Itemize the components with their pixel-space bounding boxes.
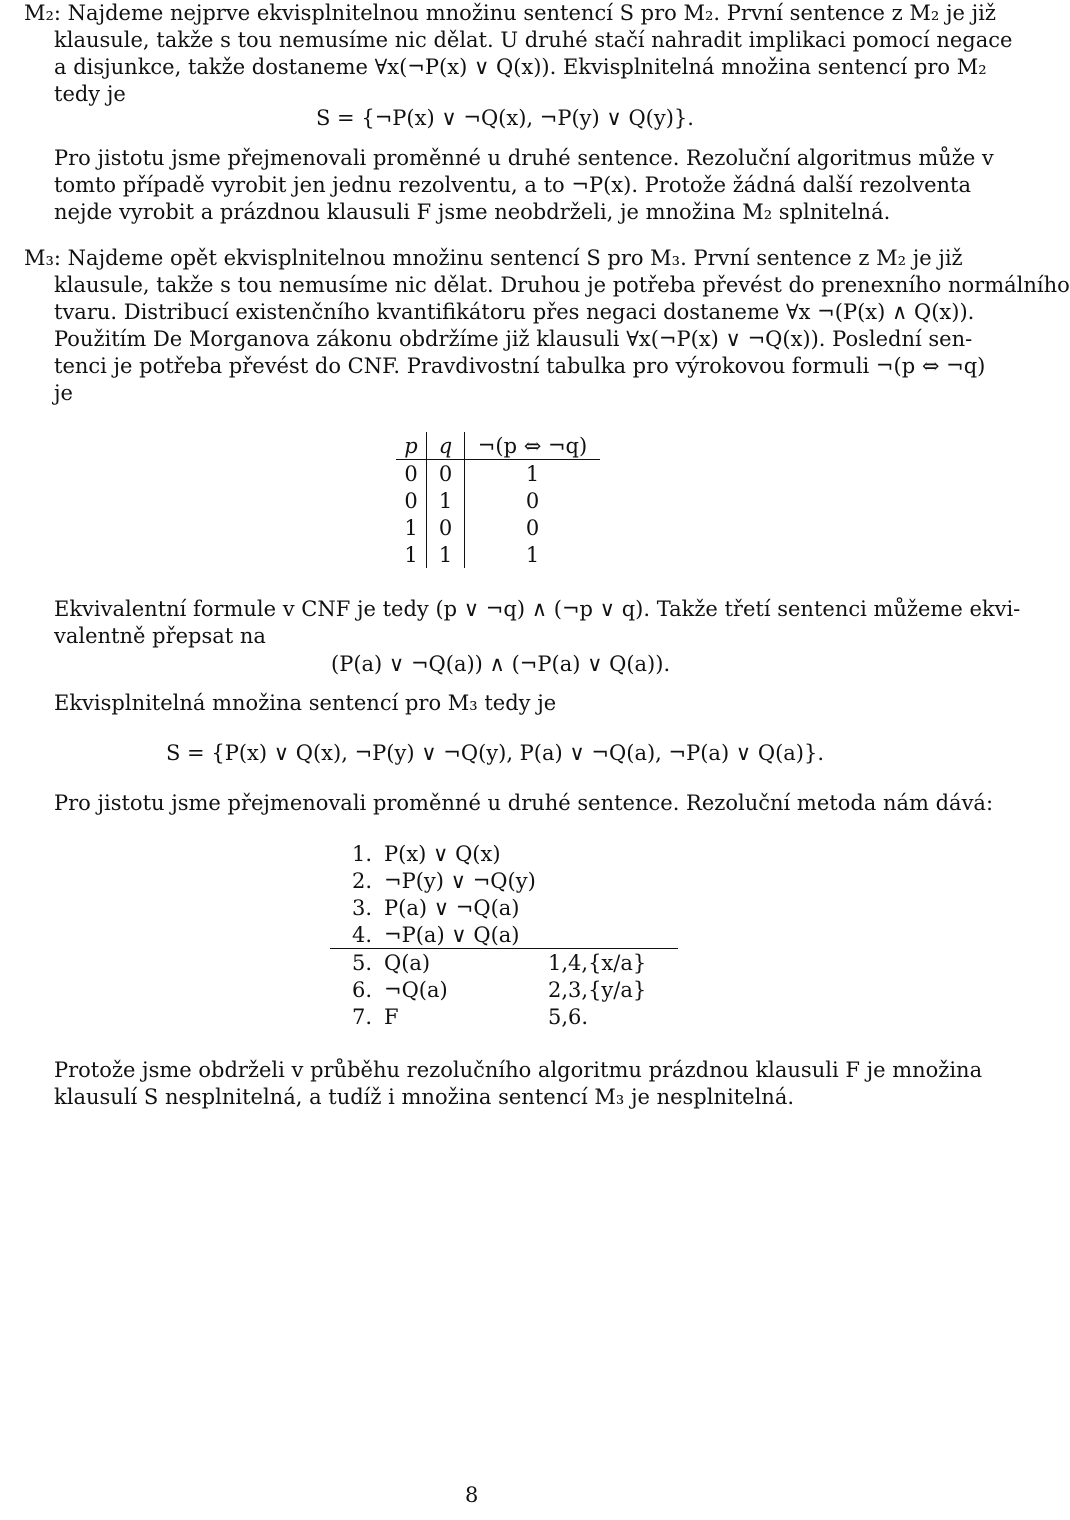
step-formula: ¬P(y) ∨ ¬Q(y): [384, 868, 536, 893]
truth-table-header-formula: ¬(p ⇔ ¬q): [465, 432, 601, 460]
step-justification: 5,6.: [548, 1004, 589, 1029]
step-number: 4.: [330, 921, 384, 949]
truth-table-cell: 0: [525, 488, 540, 513]
m3-line-3: tvaru. Distribucí existenčního kvantifikátoru přes negaci dostaneme ∀x ¬(P(x) ∧ Q(x)).: [54, 300, 975, 324]
conclusion-line-1: Protože jsme obdrželi v průběhu rezolučního algoritmu prázdnou klausuli F je množina: [54, 1058, 983, 1082]
step-formula: F: [384, 1004, 399, 1029]
truth-table-cell: 0: [525, 515, 540, 540]
cnf-line-2: valentně přepsat na: [54, 624, 266, 648]
truth-table-header: [396, 432, 600, 460]
m3-line-1: M₃: Najdeme opět ekvisplnitelnou množinu sentencí S pro M₃. První sentence z M₂ je již: [24, 246, 963, 270]
rename-line: Pro jistotu jsme přejmenovali proměnné u druhé sentence. Rezoluční metoda nám dává:: [54, 791, 994, 815]
step-justification: 1,4,{x/a}: [548, 950, 647, 975]
truth-table-cell: 0: [404, 461, 418, 486]
page-number: 8: [465, 1483, 479, 1507]
resolution-step: [330, 949, 678, 977]
m2-after-line-1: Pro jistotu jsme přejmenovali proměnné u druhé sentence. Rezoluční algoritmus může v: [54, 146, 994, 170]
truth-table-cell: 1: [404, 515, 418, 540]
truth-table-header-q: q: [427, 432, 465, 460]
resolution-step: [330, 1003, 678, 1030]
resolution-step: [330, 976, 678, 1003]
step-number: 3.: [351, 895, 372, 920]
m2-line-1: M₂: Najdeme nejprve ekvisplnitelnou množinu sentencí S pro M₂. První sentence z M₂ je již: [24, 1, 996, 25]
step-justification: 2,3,{y/a}: [548, 977, 647, 1002]
m2-after-line-3: nejde vyrobit a prázdnou klausuli F jsme neobdrželi, je množina M₂ splnitelná.: [54, 200, 891, 224]
step-justification: [544, 921, 678, 949]
resolution-step: [330, 894, 678, 921]
step-formula: ¬Q(a): [384, 977, 448, 1002]
m2-line-3: a disjunkce, takže dostaneme ∀x(¬P(x) ∨ Q(x)). Ekvisplnitelná množina sentencí pro M₂: [54, 55, 987, 79]
m2-set-formula: S = {¬P(x) ∨ ¬Q(x), ¬P(y) ∨ Q(y)}.: [316, 106, 694, 130]
m3-set-intro: Ekvisplnitelná množina sentencí pro M₃ tedy je: [54, 691, 557, 715]
truth-table-cell: 0: [427, 514, 465, 541]
step-justification: [544, 894, 678, 921]
step-number: 5.: [351, 950, 372, 975]
truth-table-cell: 1: [525, 542, 540, 567]
truth-table-cell: 1: [427, 541, 465, 568]
truth-table-header-p: p: [396, 432, 427, 460]
step-formula: ¬P(a) ∨ Q(a): [384, 921, 544, 949]
m3-set-formula: S = {P(x) ∨ Q(x), ¬P(y) ∨ ¬Q(y), P(a) ∨ ¬Q(a), ¬P(a) ∨ Q(a)}.: [166, 741, 825, 765]
truth-table-row: [396, 514, 600, 541]
step-number: 7.: [351, 1004, 372, 1029]
truth-table-cell: 1: [525, 461, 540, 486]
truth-table-row: [396, 460, 600, 488]
m2-line-4: tedy je: [54, 82, 126, 106]
m2-after-line-2: tomto případě vyrobit jen jednu rezolventu, a to ¬P(x). Protože žádná další rezolventa: [54, 173, 971, 197]
resolution-step: [330, 921, 678, 949]
step-number: 2.: [351, 868, 372, 893]
step-justification: [544, 867, 678, 894]
step-justification: [544, 840, 678, 867]
resolution-steps: [330, 840, 678, 1030]
truth-table-cell: 0: [427, 460, 465, 488]
m2-line-2: klausule, takže s tou nemusíme nic dělat. U druhé stačí nahradit implikaci pomocí negace: [54, 28, 1013, 52]
truth-table-row: [396, 487, 600, 514]
m3-line-4: Použitím De Morganova zákonu obdržíme již klausuli ∀x(¬P(x) ∨ ¬Q(x)). Poslední sen-: [54, 327, 973, 351]
truth-table: [396, 432, 600, 568]
truth-table-cell: 1: [427, 487, 465, 514]
step-formula: P(a) ∨ ¬Q(a): [384, 895, 520, 920]
truth-table-cell: 0: [404, 488, 418, 513]
m3-line-6: je: [54, 381, 73, 405]
step-number: 1.: [351, 841, 372, 866]
m3-line-2: klausule, takže s tou nemusíme nic dělat. Druhou je potřeba převést do prenexního normálního: [54, 273, 1070, 297]
conclusion-line-2: klausulí S nesplnitelná, a tudíž i množina sentencí M₃ je nesplnitelná.: [54, 1085, 795, 1109]
step-formula: P(x) ∨ Q(x): [384, 841, 501, 866]
resolution-step: [330, 840, 678, 867]
resolution-step: [330, 867, 678, 894]
m3-line-5: tenci je potřeba převést do CNF. Pravdivostní tabulka pro výrokovou formuli ¬(p ⇔ ¬q): [54, 354, 986, 378]
step-formula: Q(a): [384, 950, 431, 975]
cnf-line-1: Ekvivalentní formule v CNF je tedy (p ∨ ¬q) ∧ (¬p ∨ q). Takže třetí sentenci můžeme ekvi-: [54, 597, 1021, 621]
cnf-formula: (P(a) ∨ ¬Q(a)) ∧ (¬P(a) ∨ Q(a)).: [331, 652, 671, 676]
truth-table-row: [396, 541, 600, 568]
truth-table-cell: 1: [404, 542, 418, 567]
step-number: 6.: [351, 977, 372, 1002]
